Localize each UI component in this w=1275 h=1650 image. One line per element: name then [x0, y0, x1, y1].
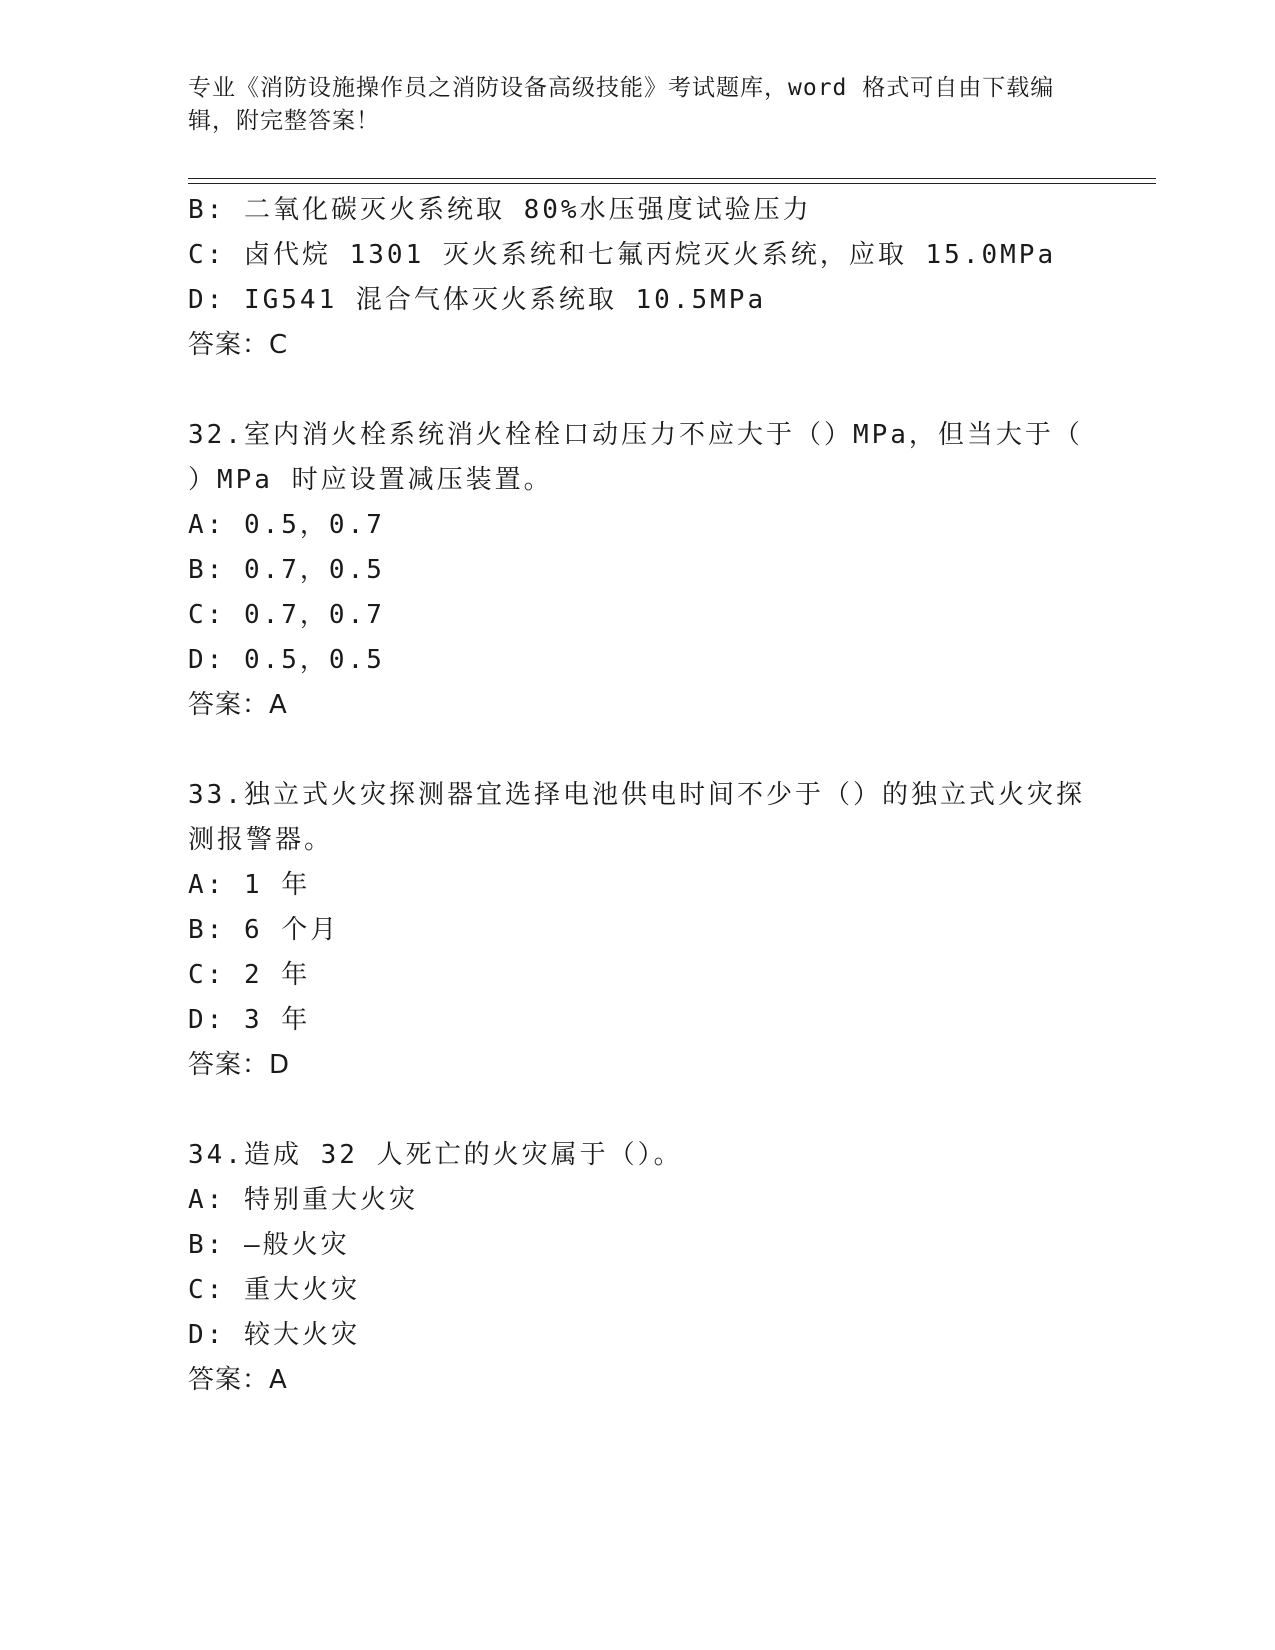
q33-option-a: A: 1 年 — [188, 870, 311, 900]
prev-option-b: B: 二氧化碳灭火系统取 80%水压强度试验压力 — [188, 195, 812, 225]
document-header — [188, 72, 1088, 138]
header-divider-bottom — [188, 183, 1156, 184]
q32-option-a: A: 0.5，0.7 — [188, 510, 385, 540]
q33-option-c: C: 2 年 — [188, 960, 311, 990]
q32-answer: 答案：A — [188, 690, 288, 720]
q34-option-a: A: 特别重大火灾 — [188, 1185, 418, 1215]
q33-option-d: D: 3 年 — [188, 1005, 311, 1035]
q33-stem-line-1: 33.独立式火灾探测器宜选择电池供电时间不少于（）的独立式火灾探 — [188, 780, 1085, 810]
q32-option-d: D: 0.5，0.5 — [188, 645, 385, 675]
header-line-2: 辑，附完整答案！ — [188, 108, 380, 134]
header-divider-top — [188, 178, 1156, 179]
q32-stem-line-1: 32.室内消火栓系统消火栓栓口动压力不应大于（）MPa，但当大于（ — [188, 420, 1083, 450]
prev-answer: 答案：C — [188, 330, 289, 360]
q34-option-b: B: —般火灾 — [188, 1230, 350, 1260]
q34-stem-line-1: 34.造成 32 人死亡的火灾属于（）。 — [188, 1140, 683, 1170]
q34-option-d: D: 较大火灾 — [188, 1320, 360, 1350]
q32-stem-line-2: ）MPa 时应设置减压装置。 — [188, 465, 553, 495]
header-line-1: 专业《消防设施操作员之消防设备高级技能》考试题库，word 格式可自由下载编 — [188, 75, 1055, 101]
q33-answer: 答案：D — [188, 1050, 291, 1080]
prev-option-d: D: IG541 混合气体灭火系统取 10.5MPa — [188, 285, 767, 315]
prev-option-c: C: 卤代烷 1301 灭火系统和七氟丙烷灭火系统，应取 15.0MPa — [188, 240, 1057, 270]
q32-option-b: B: 0.7，0.5 — [188, 555, 385, 585]
q34-option-c: C: 重大火灾 — [188, 1275, 360, 1305]
q32-option-c: C: 0.7，0.7 — [188, 600, 385, 630]
q33-option-b: B: 6 个月 — [188, 915, 340, 945]
q33-stem-line-2: 测报警器。 — [188, 825, 334, 855]
q34-answer: 答案：A — [188, 1365, 288, 1395]
